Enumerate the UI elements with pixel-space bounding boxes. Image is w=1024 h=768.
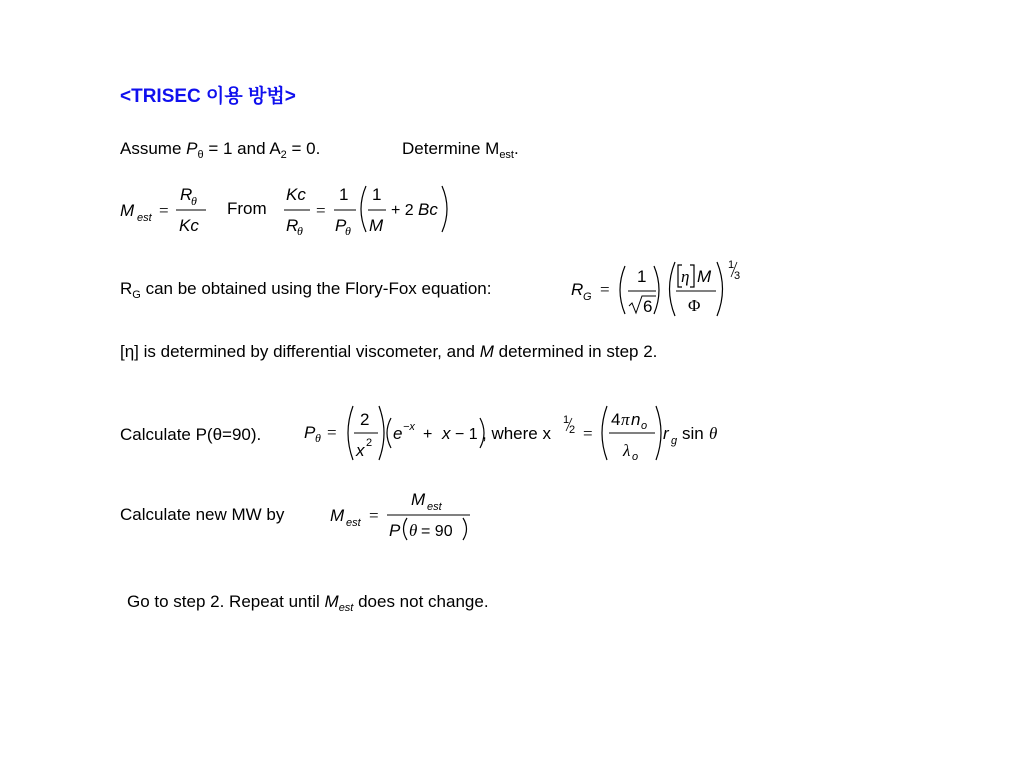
eq4-m-num: M	[411, 490, 426, 509]
eq3-r: r	[663, 424, 669, 443]
viscometer-pre: [η] is determined by differential viscometer, and	[120, 342, 480, 361]
period: .	[514, 139, 519, 158]
eq3-p: P	[304, 423, 316, 442]
eq3-theta-2: θ	[709, 424, 718, 443]
viscometer-post: determined in step 2.	[493, 342, 658, 361]
eq4-est: est	[346, 517, 361, 529]
eq3-sq: 2	[366, 437, 373, 449]
eq3-plus: +	[423, 426, 433, 443]
eq1-m-den: M	[369, 216, 384, 235]
assume-eq1: = 1 and A	[203, 139, 281, 158]
eq2-m: M	[697, 267, 712, 286]
rg-r: R	[120, 279, 133, 298]
eq2-one: 1	[637, 267, 647, 286]
page-title: <TRISEC 이용 방법>	[120, 86, 296, 107]
viscometer-m: M	[479, 342, 494, 361]
repeat-post: does not change.	[353, 592, 489, 611]
repeat-instruction	[127, 592, 489, 614]
eq1-one-a: 1	[339, 185, 349, 204]
eq4-p: P	[389, 521, 401, 540]
eq1-plus2: + 2	[391, 202, 414, 219]
eq1-r-den: R	[286, 216, 299, 235]
eq3-two: 2	[360, 410, 370, 429]
eq3-sin: sin	[682, 424, 704, 443]
eq3-n-o: o	[641, 420, 648, 432]
eq3-half-den: 2	[569, 424, 576, 436]
rg-g: G	[132, 289, 141, 301]
eq3-four: 4	[611, 410, 621, 429]
eq1-theta-p: θ	[345, 224, 351, 238]
eq2-phi: Φ	[688, 296, 701, 315]
calculate-mw-label: Calculate new MW by	[120, 505, 285, 524]
eq1-theta: θ	[191, 194, 197, 208]
eq1-kc: Kc	[179, 216, 199, 235]
eq1-m: M	[120, 201, 135, 220]
from-text: From	[227, 199, 267, 218]
repeat-pre: Go to step 2. Repeat until	[127, 592, 325, 611]
eq3-x2: x	[442, 424, 451, 443]
determine-m: Determine M	[402, 139, 500, 158]
eq3-minus1: − 1	[455, 426, 478, 443]
a-sub: 2	[280, 149, 287, 161]
eq3-lambda: λ	[623, 441, 631, 460]
eq4-m: M	[330, 506, 345, 525]
eq3-pi: π	[621, 410, 630, 429]
theta-sub: θ	[197, 149, 204, 161]
p-symbol: P	[186, 139, 198, 158]
repeat-m: M	[324, 592, 339, 611]
eq4-est-num: est	[427, 501, 442, 513]
eq3-g: g	[671, 435, 678, 447]
eq3-equals: =	[327, 423, 337, 442]
eq3-where: , where x	[482, 424, 551, 443]
eq1-equals: =	[159, 201, 169, 220]
assume-text: Assume	[120, 139, 182, 158]
eq4-eq90: = 90	[421, 523, 453, 540]
eq3-equals-2: =	[583, 424, 593, 443]
eq2-g: G	[583, 291, 592, 303]
est-sub: est	[499, 149, 514, 161]
eq3-e: e	[393, 424, 403, 443]
eq1-one-b: 1	[372, 185, 382, 204]
eq3-x: x	[356, 441, 365, 460]
eq2-six: 6	[643, 297, 653, 316]
eq4-equals: =	[369, 506, 379, 525]
eq2-exp-num: 1	[728, 259, 735, 271]
repeat-est: est	[338, 602, 354, 614]
eq1-bc: Bc	[418, 200, 438, 219]
eq2-exp-den: 3	[734, 270, 741, 282]
eq1-theta-den: θ	[297, 224, 303, 238]
eq4-theta: θ	[409, 521, 418, 540]
eq3-theta: θ	[315, 431, 321, 445]
flory-fox-text: can be obtained using the Flory-Fox equation:	[140, 279, 492, 298]
eq4-paren-left	[404, 518, 408, 540]
eq1-equals-2: =	[316, 201, 326, 220]
eq3-minus-x: −x	[403, 421, 415, 433]
calculate-p-label: Calculate P(θ=90).	[120, 425, 262, 444]
assume-eq0: = 0.	[286, 139, 321, 158]
eq2-eta: η	[681, 267, 690, 286]
eq2-equals: =	[600, 280, 610, 299]
eq1-kc-num: Kc	[286, 185, 306, 204]
eq2-r: R	[571, 280, 584, 299]
eq3-lambda-o: o	[632, 451, 639, 463]
eq3-n: n	[631, 410, 641, 429]
eq1-r: R	[180, 185, 193, 204]
eq1-p: P	[335, 216, 347, 235]
eq3-half-num: 1	[563, 414, 570, 426]
eq1-est: est	[137, 212, 152, 224]
eq4-paren-right	[463, 518, 467, 540]
